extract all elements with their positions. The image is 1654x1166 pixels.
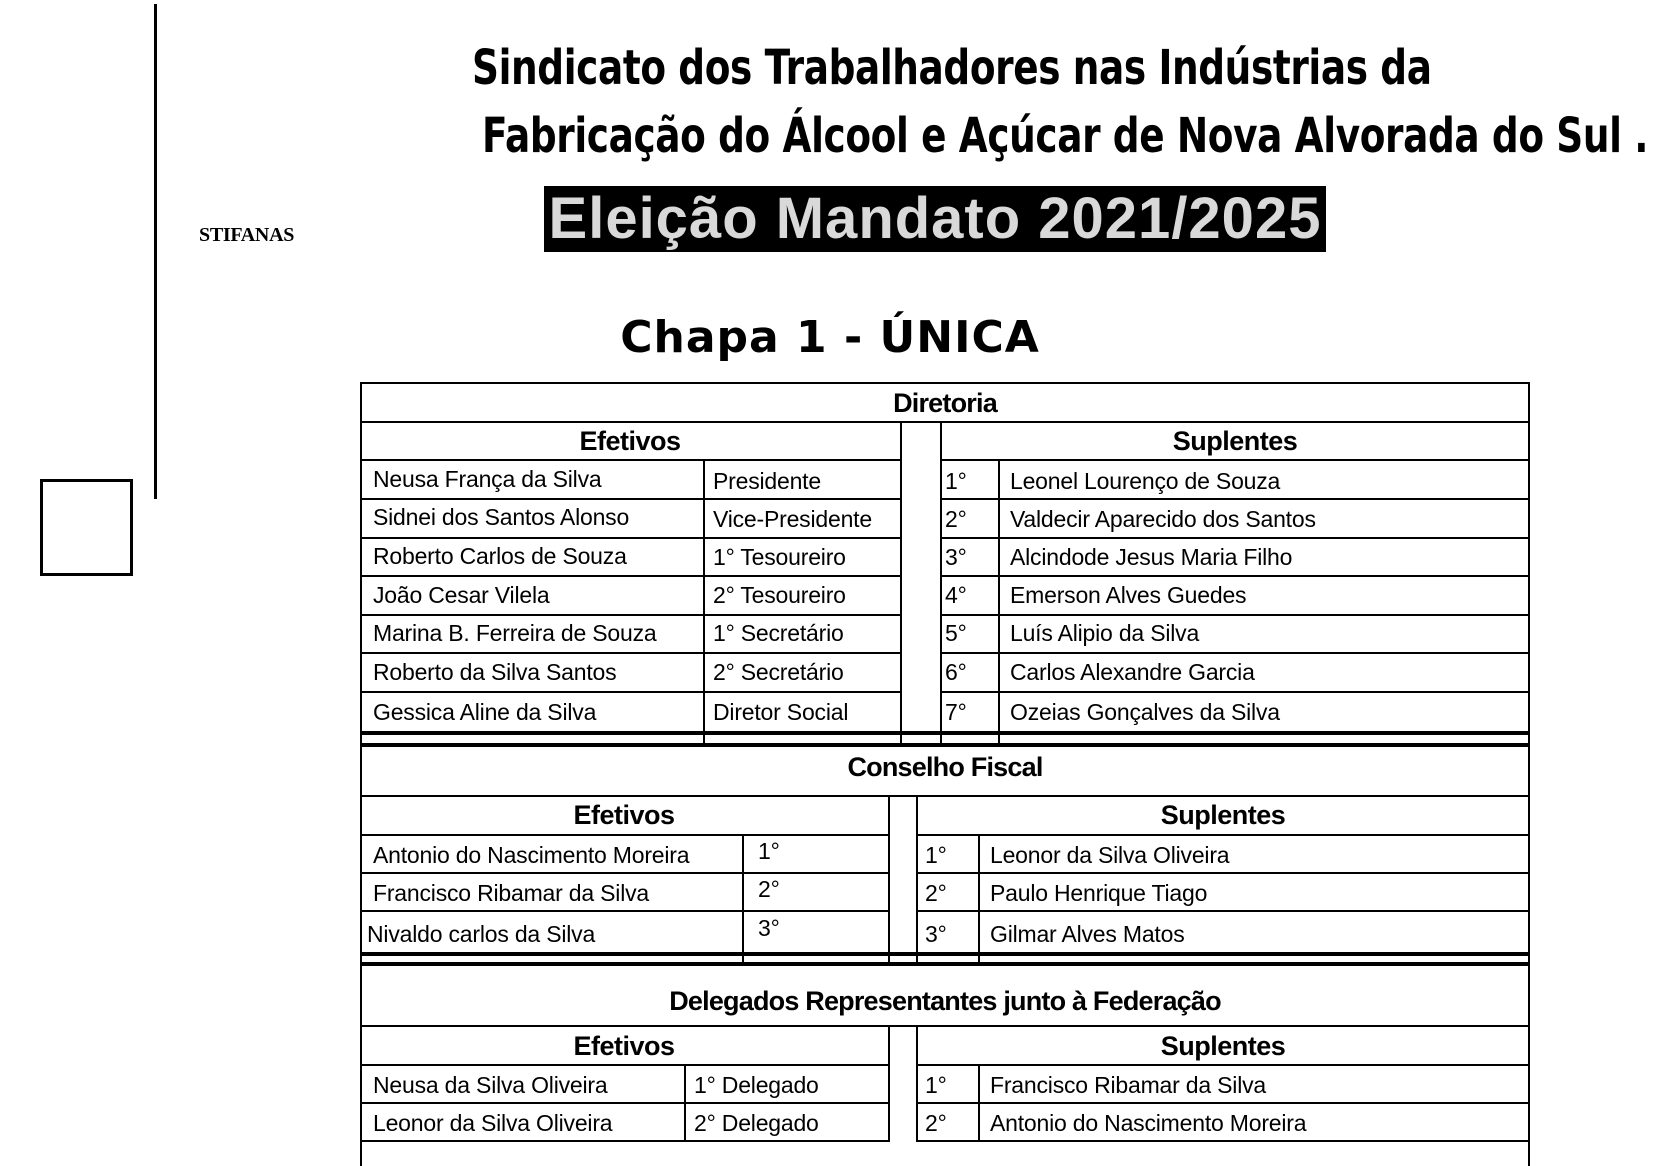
org-abbreviation: STIFANAS xyxy=(199,224,295,246)
logo-placeholder-box xyxy=(40,479,133,576)
diretoria-efetivos-header: Efetivos xyxy=(579,426,681,456)
title-line-2: Fabricação do Álcool e Açúcar de Nova Alvorada do Sul . xyxy=(482,108,1649,164)
delegados-title: Delegados Representantes junto à Federação xyxy=(669,986,1221,1016)
margin-vertical-line xyxy=(154,4,157,499)
conselho-suplentes-header: Suplentes xyxy=(1160,800,1286,830)
title-line-1: Sindicato dos Trabalhadores nas Indústrias da xyxy=(472,40,1432,96)
diretoria-title: Diretoria xyxy=(893,388,997,418)
conselho-fiscal-title: Conselho Fiscal xyxy=(847,752,1043,782)
slate-title: Chapa 1 - ÚNICA xyxy=(620,312,1040,363)
election-banner: Eleição Mandato 2021/2025 xyxy=(544,186,1326,252)
delegados-suplentes-header: Suplentes xyxy=(1160,1031,1286,1061)
conselho-efetivos-header: Efetivos xyxy=(573,800,675,830)
diretoria-suplentes-header: Suplentes xyxy=(1172,426,1298,456)
delegados-efetivos-header: Efetivos xyxy=(573,1031,675,1061)
